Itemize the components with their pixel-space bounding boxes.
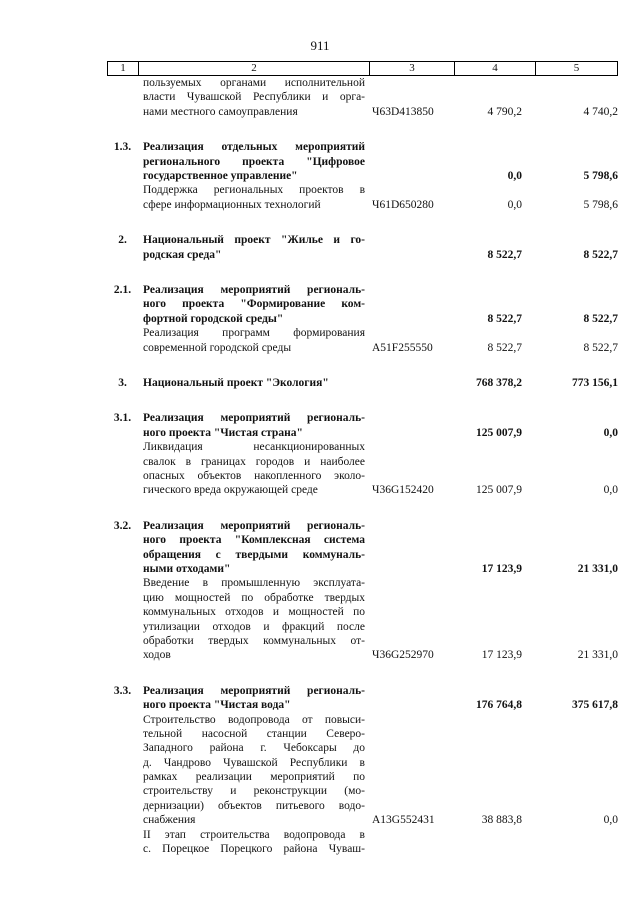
value-col-5: 21 331,0 (577, 649, 618, 662)
description-line: Реализация программ формирования (143, 327, 365, 340)
budget-code: Ч63D413850 (372, 105, 434, 118)
value-col-5: 8 522,7 (583, 341, 618, 354)
description-line: Строительство водопровода от повыси- (143, 713, 365, 726)
budget-code: Ч36G252970 (372, 649, 434, 662)
value-col-4: 0,0 (507, 198, 522, 211)
table-body (0, 76, 640, 857)
table-row (0, 576, 640, 662)
row-number: 3.1. (113, 412, 132, 425)
value-col-4: 0,0 (507, 169, 522, 182)
value-col-4: 8 522,7 (487, 248, 522, 261)
description-line: ного проекта "Формирование ком- (143, 298, 365, 311)
description-line: Ликвидация несанкционированных (143, 441, 365, 454)
row-description (143, 440, 365, 498)
description-line: обработки твердых коммунальных от- (143, 634, 365, 647)
value-col-4: 125 007,9 (476, 484, 522, 497)
budget-code: Ч36G152420 (372, 484, 434, 497)
row-description (143, 283, 365, 326)
table-row (0, 283, 640, 326)
description-line: пользуемых органами исполнительной (143, 77, 365, 89)
row-number: 1.3. (113, 141, 132, 154)
value-col-4: 17 123,9 (481, 649, 522, 662)
description-line: дернизации) объектов питьевого водо- (143, 799, 365, 812)
description-line: опасных объектов накопленного эколо- (143, 469, 365, 482)
value-col-5: 773 156,1 (572, 376, 618, 389)
description-line: родская среда" (143, 248, 222, 261)
description-line: свалок в границах городов и наиболее (143, 455, 365, 468)
table-row (0, 376, 640, 390)
table-row (0, 519, 640, 577)
description-line: тельной насосной станции Северо- (143, 727, 365, 740)
description-line: власти Чувашской Республики и орга- (143, 91, 365, 104)
value-col-5: 8 522,7 (583, 312, 618, 325)
row-description (143, 376, 365, 390)
description-line: Западного района г. Чебоксары до (143, 742, 365, 755)
value-col-4: 8 522,7 (487, 312, 522, 325)
row-description (143, 828, 365, 857)
value-col-5: 0,0 (603, 426, 618, 439)
row-description (143, 233, 365, 262)
header-col-3: 3 (370, 62, 455, 75)
description-line: нами местного самоуправления (143, 105, 298, 118)
table-row (0, 233, 640, 262)
value-col-4: 17 123,9 (481, 562, 522, 575)
value-col-4: 768 378,2 (476, 376, 522, 389)
description-line: с. Порецкое Порецкого района Чуваш- (143, 843, 365, 856)
description-line: Реализация мероприятий региональ- (143, 412, 365, 425)
row-description (143, 684, 365, 713)
table-header (107, 61, 618, 76)
value-col-5: 375 617,8 (572, 699, 618, 712)
description-line: сфере информационных технологий (143, 198, 321, 211)
description-line: Национальный проект "Жилье и го- (143, 234, 365, 247)
description-line: ного проекта "Чистая страна" (143, 426, 303, 439)
budget-code: A13G552431 (372, 814, 435, 827)
description-line: ного проекта "Комплексная система (143, 534, 365, 547)
row-description (143, 713, 365, 828)
description-line: Национальный проект "Экология" (143, 376, 329, 389)
row-description (143, 326, 365, 355)
table-row (0, 140, 640, 183)
budget-code: A51F255550 (372, 341, 433, 354)
value-col-4: 176 764,8 (476, 699, 522, 712)
value-col-4: 125 007,9 (476, 426, 522, 439)
row-number: 3.2. (113, 519, 132, 532)
description-line: ходов (143, 649, 171, 662)
value-col-4: 8 522,7 (487, 341, 522, 354)
value-col-5: 0,0 (603, 814, 618, 827)
value-col-4: 38 883,8 (481, 814, 522, 827)
value-col-5: 21 331,0 (577, 562, 618, 575)
description-line: ного проекта "Чистая вода" (143, 699, 291, 712)
row-description (143, 140, 365, 183)
description-line: снабжения (143, 814, 196, 827)
value-col-5: 8 522,7 (583, 248, 618, 261)
row-description (143, 76, 365, 119)
description-line: д. Чандрово Чувашской Республики в (143, 756, 365, 769)
value-col-5: 5 798,6 (583, 169, 618, 182)
table-row (0, 440, 640, 498)
row-description (143, 519, 365, 577)
table-row (0, 411, 640, 440)
value-col-5: 5 798,6 (583, 198, 618, 211)
page-number: 911 (310, 38, 330, 53)
row-number: 2. (118, 234, 127, 247)
description-line: цию мощностей по обработке твердых (143, 591, 365, 604)
row-number: 3.3. (113, 684, 132, 697)
table-row (0, 183, 640, 212)
description-line: Реализация мероприятий региональ- (143, 283, 365, 296)
description-line: фортной городской среды" (143, 312, 284, 325)
description-line: коммунальных отходов и мощностей по (143, 606, 365, 619)
table-row (0, 76, 640, 119)
description-line: утилизации отходов и фракций после (143, 620, 365, 633)
table-row (0, 713, 640, 828)
value-col-4: 4 790,2 (487, 105, 522, 118)
row-number: 3. (118, 376, 127, 389)
table-row (0, 828, 640, 857)
header-col-5: 5 (573, 62, 580, 74)
row-number: 2.1. (113, 283, 132, 296)
description-line: Реализация мероприятий региональ- (143, 519, 365, 532)
table-row (0, 326, 640, 355)
table-row (0, 684, 640, 713)
value-col-5: 4 740,2 (583, 105, 618, 118)
description-line: регионального проекта "Цифровое (143, 155, 365, 168)
row-description (143, 411, 365, 440)
row-description (143, 576, 365, 662)
description-line: ными отходами" (143, 562, 231, 575)
description-line: Реализация мероприятий региональ- (143, 684, 365, 697)
header-col-4: 4 (455, 62, 536, 75)
description-line: Введение в промышленную эксплуата- (143, 577, 365, 590)
description-line: современной городской среды (143, 341, 292, 354)
description-line: Реализация отдельных мероприятий (143, 141, 365, 154)
description-line: государственное управление" (143, 169, 298, 182)
description-line: обращения с твердыми коммуналь- (143, 548, 365, 561)
budget-code: Ч61D650280 (372, 198, 434, 211)
description-line: II этап строительства водопровода в (143, 828, 365, 841)
row-description (143, 183, 365, 212)
header-col-2: 2 (139, 62, 370, 75)
value-col-5: 0,0 (603, 484, 618, 497)
header-col-1: 1 (108, 62, 139, 75)
description-line: гического вреда окружающей среде (143, 484, 318, 497)
description-line: рамках реализации мероприятий по (143, 771, 365, 784)
description-line: Поддержка региональных проектов в (143, 184, 365, 197)
description-line: строительству и реконструкции (мо- (143, 785, 365, 798)
